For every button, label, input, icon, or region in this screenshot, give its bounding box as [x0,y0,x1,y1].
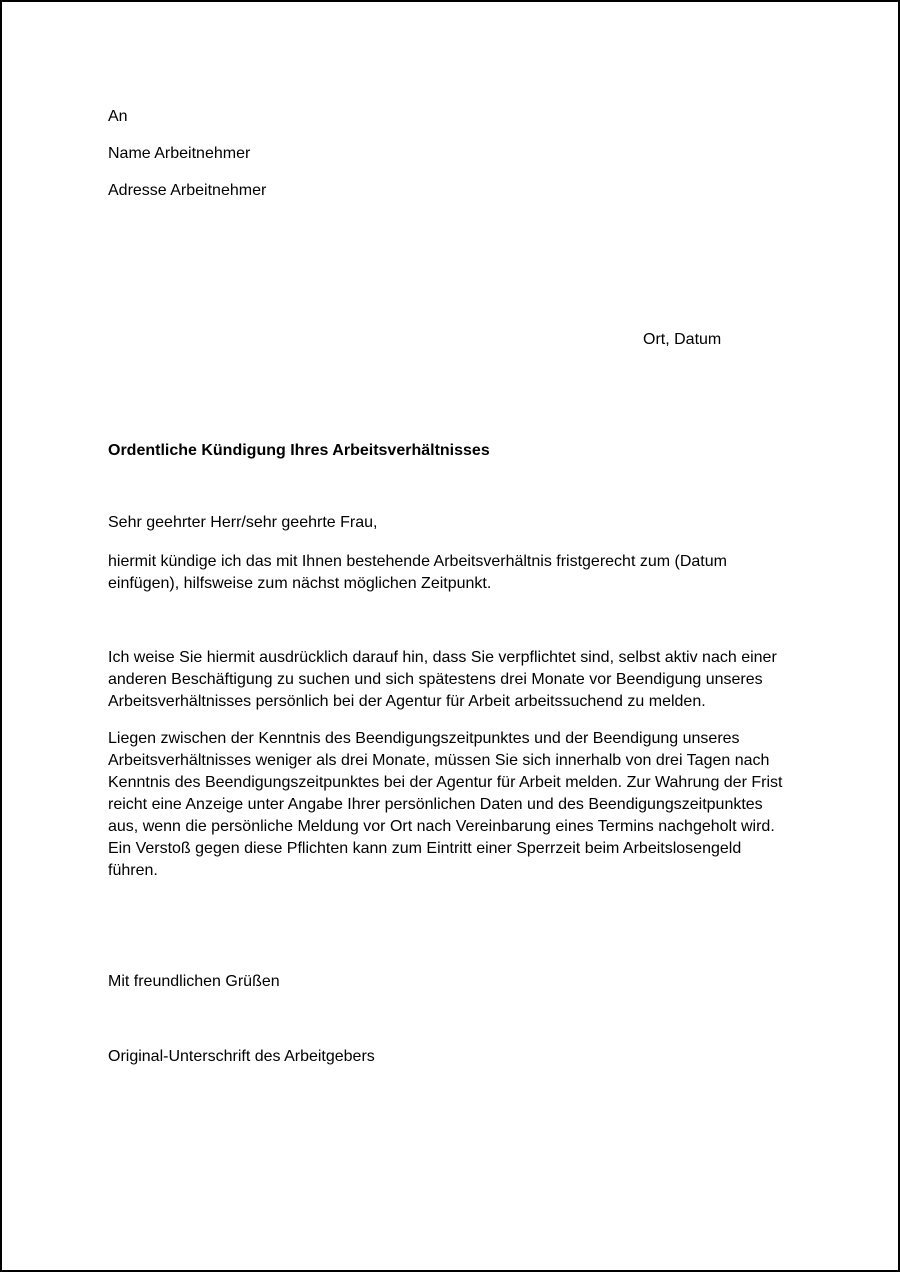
body-paragraph-deadline: Liegen zwischen der Kenntnis des Beendigungszeitpunktes und der Beendigung unseres Arbeitsverhältnisses weniger als drei Monate, müssen Sie sich innerhalb von drei Tagen nach Kenntnis des Beendigungszeitpunktes bei der Agentur für Arbeit melden. Zur Wahrung der Frist reicht eine Anzeige unter Angabe Ihrer persönlichen Daten und des Beendigungszeitpunktes aus, wenn die persönliche Meldung vor Ort nach Vereinbarung eines Termins nachgeholt wird. Ein Verstoß gegen diese Pflichten kann zum Eintritt einer Sperrzeit beim Arbeitslosengeld führen. [108,730,783,879]
place-date-line: Ort, Datum [643,331,722,348]
closing-line: Mit freundlichen Grüßen [108,973,280,990]
signature-line: Original-Unterschrift des Arbeitgebers [108,1048,375,1065]
recipient-line-name: Name Arbeitnehmer [108,145,251,162]
body-paragraph-termination: hiermit kündige ich das mit Ihnen bestehende Arbeitsverhältnis fristgerecht zum (Datum einfügen), hilfsweise zum nächst möglichen Zeitpunkt. [108,553,727,592]
recipient-line-an: An [108,108,128,125]
body-paragraph-obligation: Ich weise Sie hiermit ausdrücklich darauf hin, dass Sie verpflichtet sind, selbst aktiv nach einer anderen Beschäftigung zu suchen und sich spätestens drei Monate vor Beendigung unseres Arbeitsverhältnisses persönlich bei der Agentur für Arbeit arbeitssuchend zu melden. [108,649,777,710]
salutation: Sehr geehrter Herr/sehr geehrte Frau, [108,514,378,531]
letter-content [108,2,792,1068]
recipient-line-address: Adresse Arbeitnehmer [108,182,267,199]
subject-line: Ordentliche Kündigung Ihres Arbeitsverhältnisses [108,442,490,459]
